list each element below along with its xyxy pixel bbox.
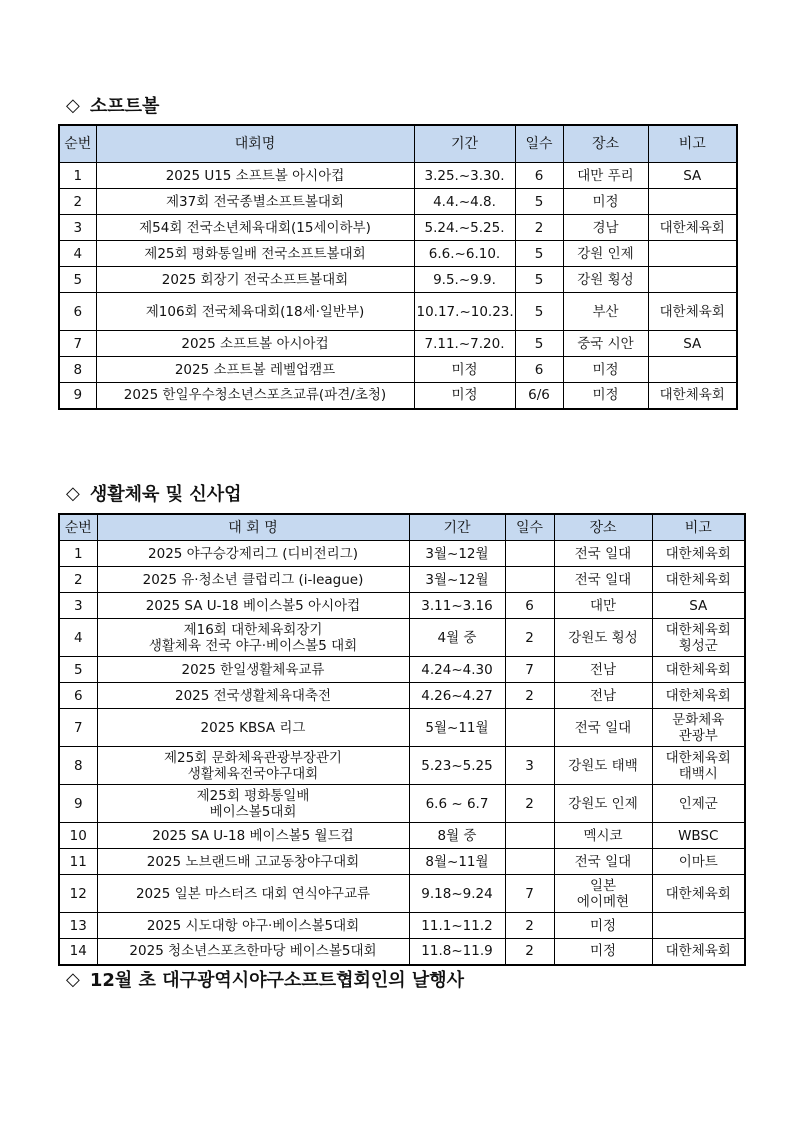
table-cell: 2025 야구승강제리그 (디비전리그) [97, 541, 409, 567]
table-cell: 미정 [554, 939, 652, 965]
table-cell: 11 [59, 849, 97, 875]
softball-table [58, 124, 738, 410]
table-cell: 미정 [563, 383, 648, 409]
table-cell: 13 [59, 913, 97, 939]
diamond-icon: ◇ [66, 482, 80, 504]
column-header: 기간 [414, 125, 515, 163]
table-cell: 2025 노브랜드배 고교동창야구대회 [97, 849, 409, 875]
table-cell: 대한체육회 [652, 657, 745, 683]
table-cell: 2 [59, 567, 97, 593]
lifesports-table [58, 513, 746, 966]
table-row [59, 593, 745, 619]
table-cell: 11.8~11.9 [409, 939, 505, 965]
table-cell: 8월 중 [409, 823, 505, 849]
table-cell: 강원 횡성 [563, 267, 648, 293]
table-cell [505, 709, 554, 747]
table-cell: 5 [59, 267, 96, 293]
table-row [59, 541, 745, 567]
table-cell: 5 [515, 241, 563, 267]
table-cell: 7 [59, 331, 96, 357]
table-cell: 3.11~3.16 [409, 593, 505, 619]
table-cell: 8 [59, 357, 96, 383]
table-row [59, 293, 737, 331]
table-cell: 6.6.~6.10. [414, 241, 515, 267]
table-row [59, 267, 737, 293]
table-cell: 2025 청소년스포츠한마당 베이스볼5대회 [97, 939, 409, 965]
table-cell: 강원도 인제 [554, 785, 652, 823]
table-row [59, 357, 737, 383]
table-cell: 9 [59, 785, 97, 823]
table-cell: 8 [59, 747, 97, 785]
table-cell: 10 [59, 823, 97, 849]
table-cell [505, 823, 554, 849]
diamond-icon: ◇ [66, 94, 80, 116]
column-header: 일수 [515, 125, 563, 163]
table-cell: 2025 SA U-18 베이스볼5 월드컵 [97, 823, 409, 849]
table-row [59, 913, 745, 939]
table-row [59, 849, 745, 875]
table-row [59, 241, 737, 267]
table-cell: 1 [59, 541, 97, 567]
table-cell: 2025 한일우수청소년스포츠교류(파견/초청) [96, 383, 414, 409]
column-header: 장소 [554, 514, 652, 541]
table-cell: 대한체육회 횡성군 [652, 619, 745, 657]
table-cell: 3 [59, 593, 97, 619]
table-cell: 경남 [563, 215, 648, 241]
table-row [59, 823, 745, 849]
table-cell: 미정 [414, 383, 515, 409]
table-cell: 2025 소프트볼 레벨업캠프 [96, 357, 414, 383]
table-cell: 6 [505, 593, 554, 619]
section-title: 소프트볼 [89, 96, 160, 117]
section-heading-lifesports [66, 480, 241, 506]
table-cell: 4.4.~4.8. [414, 189, 515, 215]
table-cell: 강원도 횡성 [554, 619, 652, 657]
table-cell: 대한체육회 [648, 215, 737, 241]
table-cell: 5.24.~5.25. [414, 215, 515, 241]
table-cell: 8월~11월 [409, 849, 505, 875]
table-cell: 2 [505, 785, 554, 823]
table-cell: 인제군 [652, 785, 745, 823]
table-cell [648, 267, 737, 293]
table-cell [505, 849, 554, 875]
table-cell: 7 [505, 657, 554, 683]
table-cell: 대한체육회 [648, 293, 737, 331]
table-row [59, 939, 745, 965]
table-cell: 5월~11월 [409, 709, 505, 747]
table-cell: 9.5.~9.9. [414, 267, 515, 293]
table-row [59, 383, 737, 409]
table-cell [652, 913, 745, 939]
footer-note [66, 966, 464, 992]
table-cell: 3.25.~3.30. [414, 163, 515, 189]
table-cell: 대만 푸리 [563, 163, 648, 189]
table-cell: 2 [505, 913, 554, 939]
table-cell: 대만 [554, 593, 652, 619]
table-cell: 2025 일본 마스터즈 대회 연식야구교류 [97, 875, 409, 913]
table-cell: 2025 전국생활체육대축전 [97, 683, 409, 709]
table-row [59, 709, 745, 747]
table-cell: 5 [515, 293, 563, 331]
table-cell: 제106회 전국체육대회(18세·일반부) [96, 293, 414, 331]
table-cell [648, 189, 737, 215]
section-heading-softball [66, 92, 159, 118]
table-cell: 3 [505, 747, 554, 785]
table-cell: 3월~12월 [409, 567, 505, 593]
table-cell: 4.26~4.27 [409, 683, 505, 709]
table-cell: 대한체육회 [652, 567, 745, 593]
table-cell: 2025 한일생활체육교류 [97, 657, 409, 683]
table-cell: 9.18~9.24 [409, 875, 505, 913]
table-cell: 대한체육회 [648, 383, 737, 409]
table-cell: 제25회 평화통일배 전국소프트볼대회 [96, 241, 414, 267]
table-cell: 2 [505, 683, 554, 709]
table-row [59, 657, 745, 683]
table-cell: 11.1~11.2 [409, 913, 505, 939]
table-cell: 2025 SA U-18 베이스볼5 아시아컵 [97, 593, 409, 619]
table-cell [505, 567, 554, 593]
table-cell: 6.6 ~ 6.7 [409, 785, 505, 823]
column-header: 비고 [652, 514, 745, 541]
table-cell: 14 [59, 939, 97, 965]
table-cell: 제16회 대한체육회장기 생활체육 전국 야구·베이스볼5 대회 [97, 619, 409, 657]
table-cell: 미정 [563, 357, 648, 383]
table-cell: 4월 중 [409, 619, 505, 657]
table-cell: 6 [515, 163, 563, 189]
table-cell: 2 [515, 215, 563, 241]
table-cell: 6/6 [515, 383, 563, 409]
table-row [59, 215, 737, 241]
table-cell: 대한체육회 태백시 [652, 747, 745, 785]
table-cell: 미정 [554, 913, 652, 939]
table-cell: SA [648, 163, 737, 189]
table-cell: 대한체육회 [652, 541, 745, 567]
table-cell: 제37회 전국종별소프트볼대회 [96, 189, 414, 215]
table-row [59, 567, 745, 593]
table-cell: 10.17.~10.23. [414, 293, 515, 331]
table-cell: 5 [515, 331, 563, 357]
table-cell: 제54회 전국소년체육대회(15세이하부) [96, 215, 414, 241]
table-cell: 2025 회장기 전국소프트볼대회 [96, 267, 414, 293]
table-cell: SA [648, 331, 737, 357]
table-cell: 전국 일대 [554, 541, 652, 567]
table-cell: 문화체육 관광부 [652, 709, 745, 747]
table-cell: 2 [505, 939, 554, 965]
table-cell: 전남 [554, 683, 652, 709]
table-cell: 부산 [563, 293, 648, 331]
table-cell: 전국 일대 [554, 849, 652, 875]
table-cell: 7.11.~7.20. [414, 331, 515, 357]
table-row [59, 163, 737, 189]
table-cell: 전국 일대 [554, 709, 652, 747]
table-cell: 3 [59, 215, 96, 241]
table-cell: 강원도 태백 [554, 747, 652, 785]
section-title: 생활체육 및 신사업 [89, 484, 242, 505]
table-cell: 5 [59, 657, 97, 683]
table-cell: 6 [59, 293, 96, 331]
table-cell: 2025 유·청소년 클럽리그 (i-league) [97, 567, 409, 593]
table-row [59, 189, 737, 215]
table-row [59, 683, 745, 709]
column-header: 대 회 명 [97, 514, 409, 541]
column-header: 기간 [409, 514, 505, 541]
table-cell: 5 [515, 267, 563, 293]
table-cell [505, 541, 554, 567]
column-header: 장소 [563, 125, 648, 163]
table-row [59, 785, 745, 823]
table-cell: 2025 소프트볼 아시아컵 [96, 331, 414, 357]
table-cell: 7 [59, 709, 97, 747]
table-cell: 중국 시안 [563, 331, 648, 357]
table-cell: 5 [515, 189, 563, 215]
table-cell: 2 [505, 619, 554, 657]
table-cell: 6 [59, 683, 97, 709]
table-cell: 4.24~4.30 [409, 657, 505, 683]
table-cell: 미정 [563, 189, 648, 215]
table-cell: 이마트 [652, 849, 745, 875]
table-cell: 제25회 문화체육관광부장관기 생활체육전국야구대회 [97, 747, 409, 785]
table-cell: 12 [59, 875, 97, 913]
table-row [59, 747, 745, 785]
table-row [59, 875, 745, 913]
diamond-icon: ◇ [66, 968, 80, 990]
column-header: 순번 [59, 514, 97, 541]
table-cell: 2025 KBSA 리그 [97, 709, 409, 747]
table-cell: 2025 U15 소프트볼 아시아컵 [96, 163, 414, 189]
table-cell: 5.23~5.25 [409, 747, 505, 785]
table-cell: 전남 [554, 657, 652, 683]
table-cell: 2025 시도대항 야구·베이스볼5대회 [97, 913, 409, 939]
table-cell: SA [652, 593, 745, 619]
table-row [59, 619, 745, 657]
table-header-row [59, 514, 745, 541]
table-cell: 9 [59, 383, 96, 409]
table-row [59, 331, 737, 357]
table-cell: 4 [59, 241, 96, 267]
table-cell: 4 [59, 619, 97, 657]
table-cell: 강원 인제 [563, 241, 648, 267]
table-cell: 일본 에이메현 [554, 875, 652, 913]
table-cell: 2 [59, 189, 96, 215]
table-cell: 1 [59, 163, 96, 189]
table-cell: 7 [505, 875, 554, 913]
column-header: 순번 [59, 125, 96, 163]
table-cell: WBSC [652, 823, 745, 849]
table-cell [648, 241, 737, 267]
table-cell: 대한체육회 [652, 939, 745, 965]
column-header: 일수 [505, 514, 554, 541]
table-cell: 제25회 평화통일배 베이스볼5대회 [97, 785, 409, 823]
table-cell: 3월~12월 [409, 541, 505, 567]
table-cell: 전국 일대 [554, 567, 652, 593]
table-cell: 대한체육회 [652, 875, 745, 913]
footer-text: 12월 초 대구광역시야구소프트협회인의 날행사 [89, 970, 465, 991]
column-header: 비고 [648, 125, 737, 163]
table-header-row [59, 125, 737, 163]
table-cell: 대한체육회 [652, 683, 745, 709]
table-cell: 멕시코 [554, 823, 652, 849]
column-header: 대회명 [96, 125, 414, 163]
table-cell: 6 [515, 357, 563, 383]
table-cell: 미정 [414, 357, 515, 383]
table-cell [648, 357, 737, 383]
